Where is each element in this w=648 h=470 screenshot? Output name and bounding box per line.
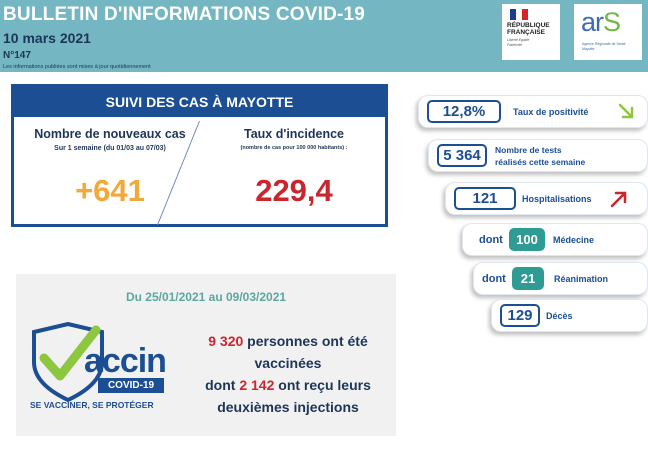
rf-motto: Liberté Égalité Fraternité — [507, 38, 530, 47]
bulletin-date: 10 mars 2021 — [3, 30, 91, 46]
incidence-note: (nombre de cas pour 100 000 habitants) : — [240, 145, 348, 151]
cases-tracking-panel — [11, 84, 388, 227]
french-flag-icon — [510, 9, 528, 20]
medecine-label: Médecine — [553, 235, 595, 245]
vaccine-logo-word: accin — [84, 342, 166, 380]
bulletin-number: N°147 — [3, 50, 31, 61]
update-note: Les informations publiées sont mises à jour quotidiennement — [3, 64, 151, 70]
arrow-up-right-icon — [609, 189, 629, 209]
republique-francaise-logo: RÉPUBLIQUE FRANÇAISE Liberté Égalité Fraternité — [502, 4, 560, 60]
reanimation-prefix: dont — [482, 273, 506, 285]
header-banner — [0, 0, 648, 72]
incidence-value: 229,4 — [255, 173, 333, 208]
cases-panel-heading: SUIVI DES CAS À MAYOTTE — [14, 87, 385, 117]
reanimation-card — [473, 262, 648, 295]
ars-logo: arS Agence Régionale de Santé Mayotte — [574, 4, 642, 60]
tests-value: 5 364 — [437, 144, 487, 167]
deces-label: Décès — [546, 311, 573, 321]
second-dose-count: 2 142 — [239, 377, 275, 393]
bulletin-title: BULLETIN D'INFORMATIONS COVID-19 — [3, 4, 366, 25]
vaccine-slogan: SE VACCINER, SE PROTÉGER — [30, 400, 154, 410]
vaccine-logo-badge: COVID-19 — [107, 380, 155, 391]
medecine-prefix: dont — [479, 234, 503, 246]
vaccine-logo — [26, 322, 176, 432]
vaccination-summary: 9 320 personnes ont été vaccinées dont 2 142 ont reçu leurs deuxièmes injections — [205, 333, 371, 415]
positivity-label: Taux de positivité — [513, 107, 589, 117]
hospitalisations-card — [445, 182, 648, 215]
incidence-title: Taux d'incidence — [244, 127, 344, 141]
hospitalisations-label: Hospitalisations — [522, 194, 592, 204]
vaccination-date-range: Du 25/01/2021 au 09/03/2021 — [125, 290, 287, 304]
new-cases-period: Sur 1 semaine (du 01/03 au 07/03) — [54, 145, 166, 152]
new-cases-title: Nombre de nouveaux cas — [34, 127, 186, 141]
positivity-card — [418, 95, 648, 128]
vaccination-panel — [16, 274, 396, 436]
hospitalisations-value: 121 — [454, 187, 516, 210]
deces-value: 129 — [500, 304, 540, 327]
tests-card — [428, 139, 648, 172]
new-cases-value: +641 — [75, 173, 145, 208]
reanimation-label: Réanimation — [554, 274, 609, 284]
medecine-card — [462, 223, 648, 256]
vaccinated-count: 9 320 — [208, 333, 244, 349]
medecine-value: 100 — [509, 228, 545, 251]
tests-label-line2: réalisés cette semaine — [495, 157, 586, 167]
deces-card — [491, 299, 648, 332]
positivity-value: 12,8% — [427, 100, 501, 123]
tests-label-line1: Nombre de tests — [495, 145, 562, 155]
reanimation-value: 21 — [512, 267, 544, 290]
arrow-down-right-icon — [617, 102, 637, 122]
